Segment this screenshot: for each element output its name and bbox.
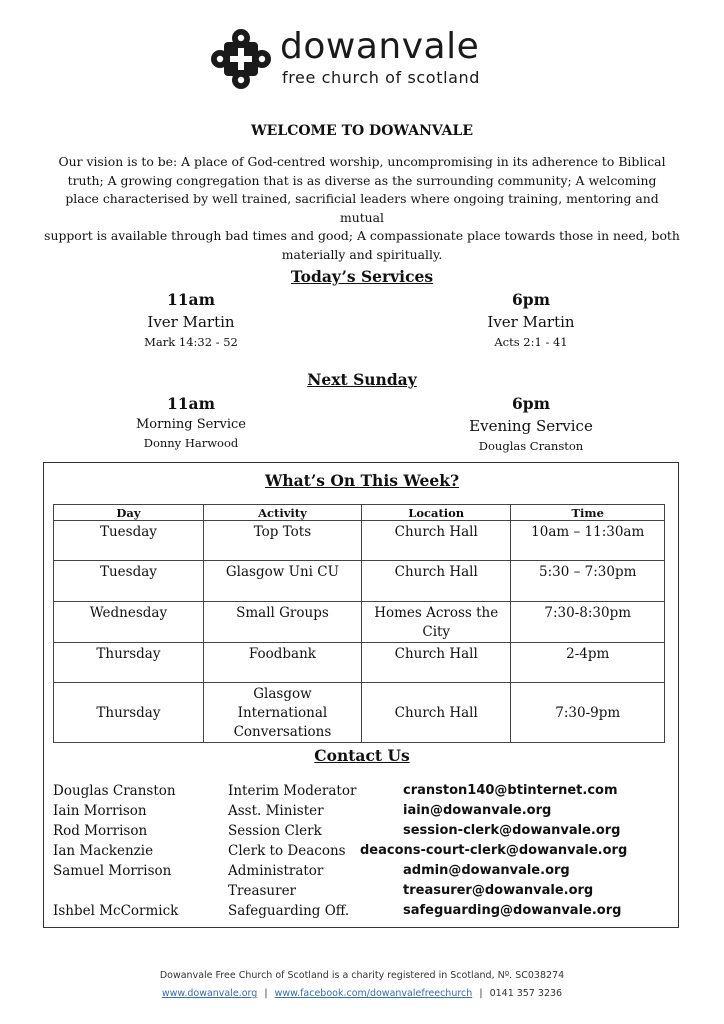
service-name: Evening Service bbox=[469, 417, 593, 435]
contact-name: Rod Morrison bbox=[53, 823, 148, 839]
vision-line: support is available through bad times and good; A compassionate place towards those in need, both bbox=[44, 228, 680, 243]
cell-day: Thursday bbox=[54, 683, 204, 743]
table-row bbox=[54, 521, 665, 561]
table-row bbox=[54, 561, 665, 602]
cell-time: 2-4pm bbox=[511, 643, 665, 683]
cell-time: 5:30 – 7:30pm bbox=[511, 561, 665, 602]
cell-activity: Glasgow International Conversations bbox=[203, 683, 361, 743]
contact-email-link[interactable]: admin@dowanvale.org bbox=[403, 863, 570, 878]
cell-day: Tuesday bbox=[54, 521, 204, 561]
service-reading: Mark 14:32 - 52 bbox=[144, 335, 238, 349]
cell-activity: Glasgow Uni CU bbox=[203, 561, 361, 602]
service-6pm bbox=[411, 289, 651, 351]
contact-email-link[interactable]: deacons-court-clerk@dowanvale.org bbox=[360, 843, 628, 858]
header-location: Location bbox=[362, 505, 511, 521]
contact-name: Ian Mackenzie bbox=[53, 843, 154, 859]
service-preacher: Donny Harwood bbox=[143, 436, 239, 450]
cell-location: Church Hall bbox=[362, 643, 511, 683]
service-time: 6pm bbox=[511, 394, 551, 413]
service-11am bbox=[71, 289, 311, 351]
contact-email-link[interactable]: safeguarding@dowanvale.org bbox=[403, 903, 622, 918]
cell-day: Thursday bbox=[54, 643, 204, 683]
contact-email-link[interactable]: cranston140@btinternet.com bbox=[403, 783, 618, 798]
vision-line: Our vision is to be: A place of God-centred worship, uncompromising in its adherence to Biblical bbox=[58, 154, 666, 169]
table-header-row bbox=[54, 505, 665, 521]
cell-location: Church Hall bbox=[362, 561, 511, 602]
cell-activity: Top Tots bbox=[203, 521, 361, 561]
charity-notice: Dowanvale Free Church of Scotland is a charity registered in Scotland, Nº. SC038274 bbox=[159, 970, 565, 981]
contact-role: Interim Moderator bbox=[228, 783, 357, 799]
phone-number: 0141 357 3236 bbox=[489, 988, 563, 999]
footer-links bbox=[0, 988, 724, 999]
contact-role: Treasurer bbox=[228, 883, 297, 899]
service-time: 11am bbox=[166, 290, 215, 309]
service-preacher: Iver Martin bbox=[487, 313, 575, 331]
todays-services-title: Today’s Services bbox=[290, 267, 434, 286]
header-activity: Activity bbox=[203, 505, 361, 521]
service-preacher: Iver Martin bbox=[147, 313, 235, 331]
contact-name: Samuel Morrison bbox=[53, 863, 172, 879]
contact-role: Administrator bbox=[228, 863, 324, 879]
vision-text bbox=[44, 153, 680, 264]
cell-location: Church Hall bbox=[362, 521, 511, 561]
service-preacher: Douglas Cranston bbox=[478, 439, 584, 453]
cell-location: Church Hall bbox=[362, 683, 511, 743]
website-link[interactable]: www.dowanvale.org bbox=[161, 988, 258, 999]
contact-email-link[interactable]: treasurer@dowanvale.org bbox=[403, 883, 594, 898]
facebook-link[interactable]: www.facebook.com/dowanvalefreechurch bbox=[274, 988, 473, 999]
cell-time: 10am – 11:30am bbox=[511, 521, 665, 561]
next-sunday-title: Next Sunday bbox=[307, 370, 417, 389]
cell-day: Tuesday bbox=[54, 561, 204, 602]
contact-name: Douglas Cranston bbox=[53, 783, 176, 799]
whats-on-table bbox=[53, 504, 665, 743]
welcome-title: WELCOME TO DOWANVALE bbox=[250, 123, 474, 139]
table-row bbox=[54, 683, 665, 743]
contact-role: Clerk to Deacons bbox=[228, 843, 346, 859]
service-name: Morning Service bbox=[136, 417, 246, 432]
vision-line: materially and spiritually. bbox=[281, 246, 443, 262]
contact-title: Contact Us bbox=[314, 746, 410, 765]
service-time: 11am bbox=[166, 394, 215, 413]
cell-activity: Small Groups bbox=[203, 602, 361, 643]
contact-names bbox=[53, 781, 223, 921]
contact-role: Asst. Minister bbox=[228, 803, 324, 819]
cell-activity: Foodbank bbox=[203, 643, 361, 683]
logo-name: dowanvale bbox=[280, 26, 480, 67]
table-row bbox=[54, 602, 665, 643]
footer-separator: | bbox=[264, 988, 268, 999]
quatrefoil-cross-icon bbox=[210, 28, 272, 90]
contact-email-link[interactable]: session-clerk@dowanvale.org bbox=[403, 823, 621, 838]
service-time: 6pm bbox=[511, 290, 551, 309]
cell-time: 7:30-8:30pm bbox=[511, 602, 665, 643]
contact-email-link[interactable]: iain@dowanvale.org bbox=[403, 803, 552, 818]
vision-line: truth; A growing congregation that is as diverse as the surrounding community; A welcoming bbox=[67, 172, 657, 188]
contact-name bbox=[53, 881, 223, 901]
contact-name: Ishbel McCormick bbox=[53, 903, 179, 919]
header-day: Day bbox=[54, 505, 204, 521]
contact-role: Session Clerk bbox=[228, 823, 322, 839]
table-row bbox=[54, 643, 665, 683]
contact-name: Iain Morrison bbox=[53, 803, 147, 819]
cell-location: Homes Across the City bbox=[362, 602, 511, 643]
cell-time: 7:30-9pm bbox=[511, 683, 665, 743]
header-time: Time bbox=[511, 505, 665, 521]
whats-on-title: What’s On This Week? bbox=[264, 471, 460, 490]
vision-line: place characterised by well trained, sacrificial leaders where ongoing training, mentoring and mutual bbox=[65, 191, 659, 225]
contact-emails bbox=[356, 781, 686, 921]
next-service-6pm bbox=[411, 393, 651, 455]
service-reading: Acts 2:1 - 41 bbox=[494, 335, 568, 349]
cell-day: Wednesday bbox=[54, 602, 204, 643]
logo-subtitle: free church of scotland bbox=[282, 68, 481, 87]
footer-separator: | bbox=[479, 988, 483, 999]
contact-role: Safeguarding Off. bbox=[228, 903, 350, 919]
next-service-11am bbox=[71, 393, 311, 452]
